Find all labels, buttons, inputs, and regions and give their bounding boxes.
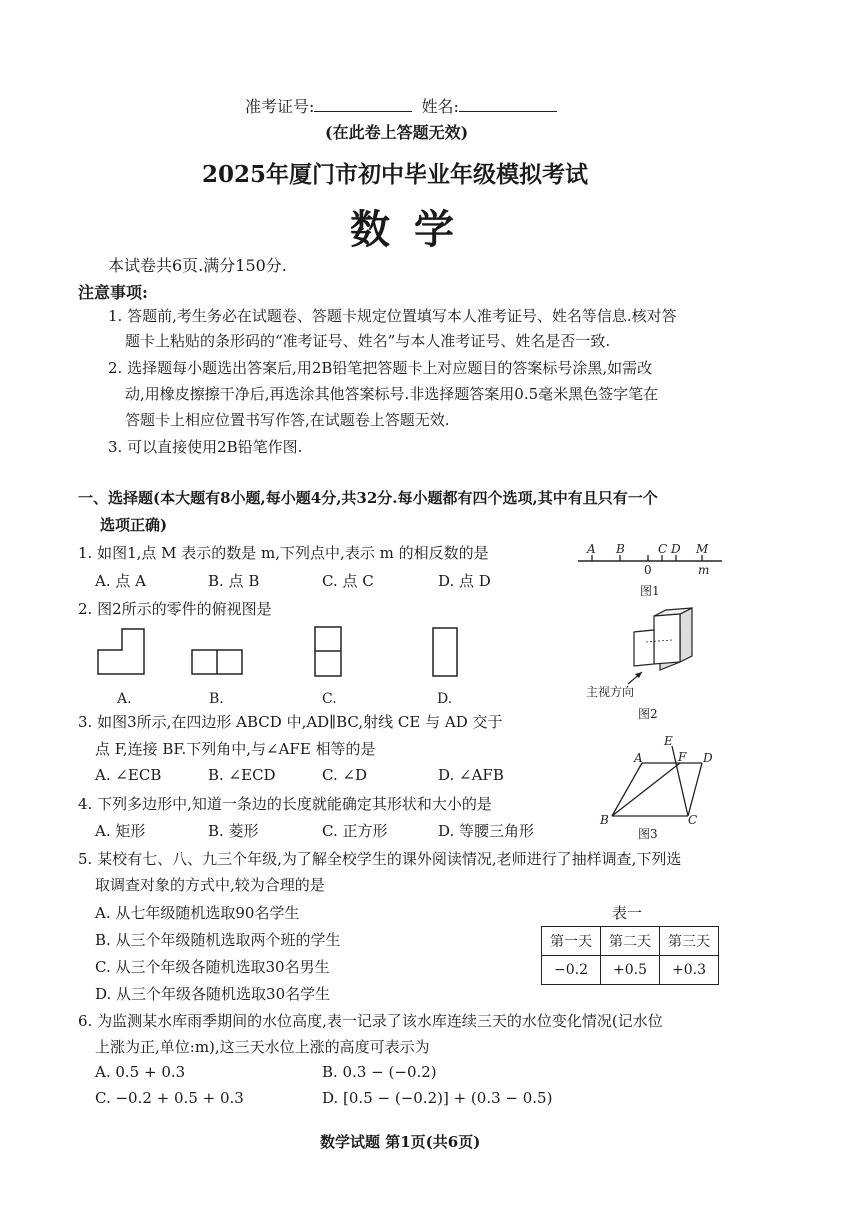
question-3-stem: 3. 如图3所示,在四边形 ABCD 中,AD∥BC,射线 CE 与 AD 交于 <box>78 713 503 731</box>
axis-point-label: D <box>671 542 681 556</box>
axis-point-label: B <box>616 542 625 556</box>
axis-point-label: A <box>587 542 596 556</box>
q5-option-d: D. 从三个年级各随机选取30名学生 <box>95 985 331 1003</box>
table-cell: −0.2 <box>542 956 601 985</box>
q2-option-label: C. <box>322 691 337 707</box>
q6-option-a: A. 0.5 + 0.3 <box>95 1063 186 1081</box>
q3-option-c: C. ∠D <box>322 766 368 784</box>
question-2-stem: 2. 图2所示的零件的俯视图是 <box>78 600 272 618</box>
no-answer-note: (在此卷上答题无效) <box>325 123 469 142</box>
q6-option-b: B. 0.3 − (−0.2) <box>322 1063 437 1081</box>
q1-option-b: B. 点 B <box>208 572 260 590</box>
question-4-stem: 4. 下列多边形中,知道一条边的长度就能确定其形状和大小的是 <box>78 795 492 813</box>
q5-option-c: C. 从三个年级各随机选取30名男生 <box>95 958 330 976</box>
figure-3-caption: 图3 <box>638 827 658 841</box>
intro-text: 本试卷共6页.满分150分. <box>108 256 287 275</box>
point-label: E <box>664 734 673 748</box>
axis-origin-label: 0 <box>644 563 652 577</box>
q2-option-label: A. <box>117 691 132 707</box>
q2-option-label: D. <box>437 691 453 707</box>
figure-2-caption: 图2 <box>638 707 658 721</box>
exam-id-label: 准考证号: <box>245 97 315 116</box>
figure-3-quadrilateral <box>592 730 732 845</box>
view-direction-label: 主视方向 <box>586 685 635 699</box>
notice-item: 答题卡上相应位置书写作答,在试题卷上答题无效. <box>125 411 450 429</box>
q2-views <box>90 625 470 710</box>
q3-option-d: D. ∠AFB <box>438 766 504 784</box>
q4-option-a: A. 矩形 <box>95 822 146 840</box>
name-blank <box>459 97 557 112</box>
page-footer: 数学试题 第1页(共6页) <box>320 1133 481 1151</box>
q1-option-c: C. 点 C <box>322 572 374 590</box>
view-option-a <box>98 629 144 674</box>
notice-item: 2. 选择题每小题选出答案后,用2B铅笔把答题卡上对应题目的答案标号涂黑,如需改 <box>108 359 653 377</box>
exam-id-blank <box>314 97 412 112</box>
question-3-stem-cont: 点 F,连接 BF.下列角中,与∠AFE 相等的是 <box>95 740 376 758</box>
q4-option-b: B. 菱形 <box>208 822 259 840</box>
exam-title: 2025年厦门市初中毕业年级模拟考试 <box>202 161 589 188</box>
name-label: 姓名: <box>421 97 459 116</box>
exam-id-field <box>245 94 557 117</box>
question-5-stem-cont: 取调查对象的方式中,较为合理的是 <box>95 876 325 894</box>
point-label: B <box>600 813 609 827</box>
table-row <box>542 956 719 985</box>
question-5-stem: 5. 某校有七、八、九三个年级,为了解全校学生的课外阅读情况,老师进行了抽样调查,下列选 <box>78 850 682 868</box>
q6-option-c: C. −0.2 + 0.5 + 0.3 <box>95 1089 244 1107</box>
view-option-d <box>433 628 457 676</box>
q4-option-d: D. 等腰三角形 <box>438 822 535 840</box>
notice-item: 题卡上粘贴的条形码的“准考证号、姓名”与本人准考证号、姓名是否一致. <box>125 332 611 350</box>
notice-item: 动,用橡皮擦擦干净后,再选涂其他答案标号.非选择题答案用0.5毫米黑色签字笔在 <box>125 385 659 403</box>
figure-1-number-line <box>572 538 732 602</box>
figure-2-part <box>580 602 720 722</box>
point-label: D <box>703 751 713 765</box>
notice-heading: 注意事项: <box>78 283 148 302</box>
q2-option-label: B. <box>209 691 224 707</box>
table-header-row <box>542 927 719 956</box>
table-header-cell: 第二天 <box>601 927 660 956</box>
table-1-title: 表一 <box>612 904 643 922</box>
axis-point-label: C <box>658 542 668 556</box>
table-cell: +0.3 <box>660 956 719 985</box>
axis-point-label: M <box>696 542 709 556</box>
notice-item: 1. 答题前,考生务必在试题卷、答题卡规定位置填写本人准考证号、姓名等信息.核对答 <box>108 307 677 325</box>
point-label: F <box>678 750 687 764</box>
q4-option-c: C. 正方形 <box>322 822 388 840</box>
table-cell: +0.5 <box>601 956 660 985</box>
question-6-stem: 6. 为监测某水库雨季期间的水位高度,表一记录了该水库连续三天的水位变化情况(记水位 <box>78 1012 663 1030</box>
figure-1-caption: 图1 <box>640 584 660 598</box>
q6-option-d: D. [0.5 − (−0.2)] + (0.3 − 0.5) <box>322 1089 553 1107</box>
table-1 <box>541 926 719 985</box>
q3-option-b: B. ∠ECD <box>208 766 276 784</box>
table-header-cell: 第三天 <box>660 927 719 956</box>
section-heading: 一、选择题(本大题有8小题,每小题4分,共32分.每小题都有四个选项,其中有且只有一个 <box>78 489 658 507</box>
section-heading-cont: 选项正确) <box>100 516 168 534</box>
q1-option-a: A. 点 A <box>95 572 146 590</box>
q1-option-d: D. 点 D <box>438 572 491 590</box>
q3-option-a: A. ∠ECB <box>95 766 162 784</box>
subject-title: 数学 <box>350 206 478 253</box>
q5-option-a: A. 从七年级随机选取90名学生 <box>95 904 300 922</box>
table-header-cell: 第一天 <box>542 927 601 956</box>
point-label: C <box>688 813 698 827</box>
point-label: A <box>634 751 643 765</box>
question-6-stem-cont: 上涨为正,单位:m),这三天水位上涨的高度可表示为 <box>95 1038 430 1056</box>
q5-option-b: B. 从三个年级随机选取两个班的学生 <box>95 931 341 949</box>
question-1-stem: 1. 如图1,点 M 表示的数是 m,下列点中,表示 m 的相反数的是 <box>78 544 489 562</box>
notice-item: 3. 可以直接使用2B铅笔作图. <box>108 438 303 456</box>
axis-m-label: m <box>698 563 710 577</box>
